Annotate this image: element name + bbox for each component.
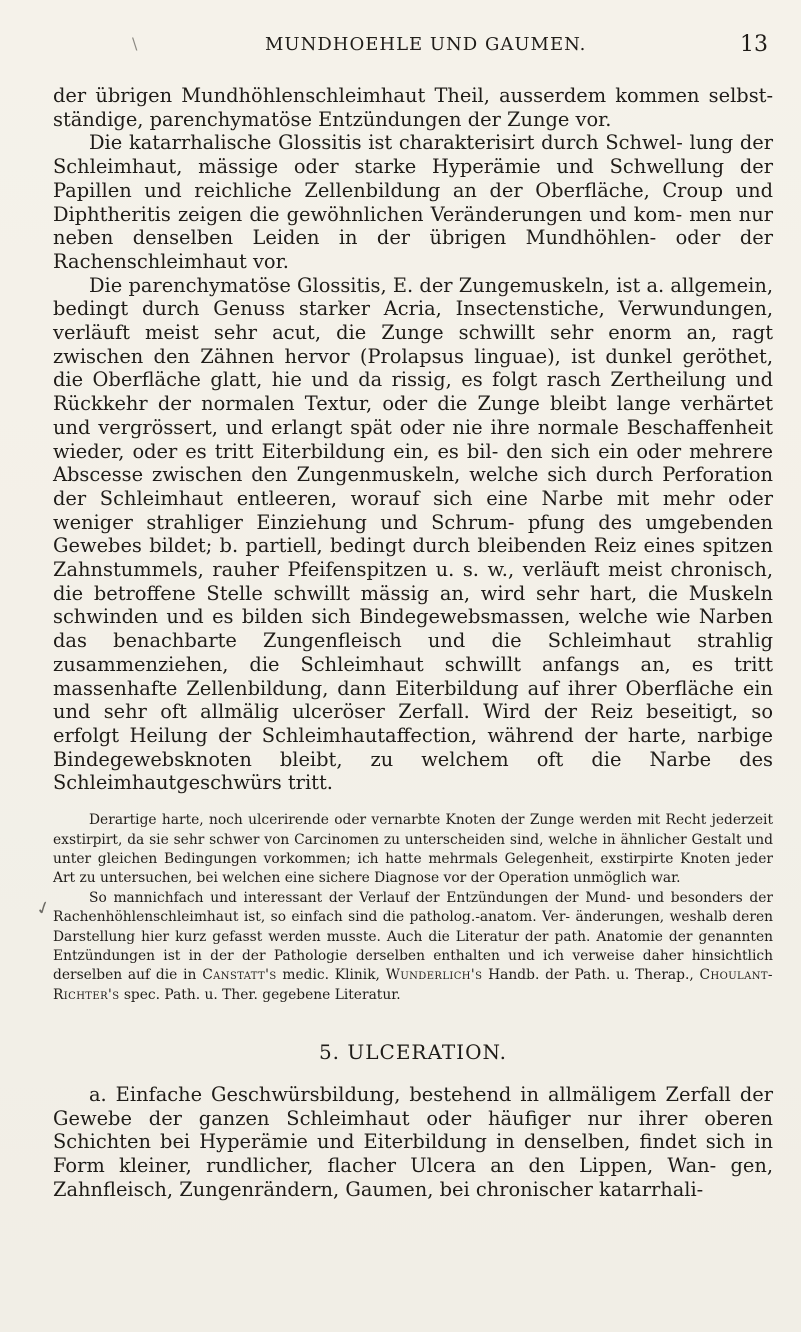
footnote-text-d: spec. Path. u. Ther. gegebene Literatur. xyxy=(119,986,401,1003)
section-paragraph: a. Einfache Geschwürsbildung, bestehend in allmäligem Zerfall der Gewebe der ganzen Schleimhaut oder häufiger nur ihrer oberen Schichten bei Hyperämie und Eiterbildung in denselben, findet sich in Form kleiner, rundlicher, flacher Ulcera an den Lippen, Wan- gen, Zahnfleisch, Zungenrändern, Gaumen, bei chronischer katarrhali- xyxy=(53,1082,773,1201)
paragraph-3: Die parenchymatöse Glossitis, E. der Zungemuskeln, ist a. allgemein, bedingt durch Genuss starker Acria, Insectenstiche, Verwundungen, verläuft meist sehr acut, die Zunge schwillt sehr enorm an, ragt zwischen den Zähnen hervor (Prolapsus linguae), ist dunkel geröthet, die Oberfläche glatt, hie und da rissig, es folgt rasch Zertheilung und Rückkehr der normalen Textur, oder die Zunge bleibt lange verhärtet und vergrössert, und erlangt spät oder nie ihre normale Beschaffenheit wieder, oder es tritt Eiterbildung ein, es bil- den sich ein oder mehrere Abscesse zwischen den Zungenmuskeln, welche sich durch Perforation der Schleimhaut entleeren, worauf sich eine Narbe mit mehr oder weniger strahliger Einziehung und Schrum- pfung des umgebenden Gewebes bildet; b. partiell, bedingt durch bleibenden Reiz eines spitzen Zahnstummels, rauher Pfeifenspitzen u. s. w., verläuft meist chronisch, die betroffene Stelle schwillt mässig an, wird sehr hart, die Muskeln schwinden und es bilden sich Bindegewebsmassen, welche wie Narben das benachbarte Zungenfleisch und die Schleimhaut strahlig zusammenziehen, die Schleimhaut schwillt anfangs an, es tritt massenhafte Zellenbildung, dann Eiterbildung auf ihrer Oberfläche ein und sehr oft allmälig ulceröser Zerfall. Wird der Reiz beseitigt, so erfolgt Heilung der Schleimhautaffection, während der harte, narbige Bindegewebsknoten bleibt, zu welchem oft die Narbe des Schleimhautgeschwürs tritt. xyxy=(53,273,773,795)
top-margin-mark: \ xyxy=(132,34,138,53)
author-canstatt: Canstatt's xyxy=(202,967,277,984)
page-number: 13 xyxy=(740,32,768,57)
footnote-text-c: Handb. der Path. u. Therap., xyxy=(482,967,700,984)
footnote-paragraph-2 xyxy=(53,889,773,1005)
margin-check-mark: ✓ xyxy=(33,896,54,921)
author-wunderlich: Wunderlich's xyxy=(385,967,483,984)
footnote-text-b: medic. Klinik, xyxy=(276,967,386,984)
author-choulant-richter: Choulant-Richter's xyxy=(53,967,773,1003)
footnote-text-a: So mannichfach und interessant der Verlauf der Entzündungen der Mund- und besonders der Rachenhöhlenschleimhaut ist, so einfach sind die patholog.-anatom. Ver- änderungen, weshalb deren Darstellung hier kurz gefasst werden musste. Auch die Literatur der path. Anatomie der genannten Entzündungen ist in der der Pathologie derselben enthalten und ich verweise daher hinsichtlich derselben auf die in xyxy=(53,889,773,984)
running-head: MUNDHOEHLE UND GAUMEN. xyxy=(265,34,587,55)
paragraph-1: der übrigen Mundhöhlenschleimhaut Theil, ausserdem kommen selbst- ständige, parenchymatöse Entzündungen der Zunge vor. xyxy=(53,84,773,131)
footnote-block xyxy=(53,811,773,1005)
page-header xyxy=(0,26,801,62)
footnote-paragraph-1: Derartige harte, noch ulcerirende oder vernarbte Knoten der Zunge werden mit Recht jederzeit exstirpirt, da sie sehr schwer von Carcinomen zu unterscheiden sind, welche in ähnlicher Gestalt und unter gleichen Bedingungen vorkommen; ich hatte mehrmals Gelegenheit, exstirpirte Knoten jeder Art zu untersuchen, bei welchen eine sichere Diagnose vor der Operation unmöglich war. xyxy=(53,812,773,887)
paragraph-2: Die katarrhalische Glossitis ist charakterisirt durch Schwel- lung der Schleimhaut, mässige oder starke Hyperämie und Schwellung der Papillen und reichliche Zellenbildung an der Oberfläche, Croup und Diphtheritis zeigen die gewöhnlichen Veränderungen und kom- men nur neben denselben Leiden in der übrigen Mundhöhlen- oder der Rachenschleimhaut vor. xyxy=(53,131,773,273)
main-text xyxy=(53,84,773,1201)
section-heading: 5. ULCERATION. xyxy=(318,1040,508,1065)
